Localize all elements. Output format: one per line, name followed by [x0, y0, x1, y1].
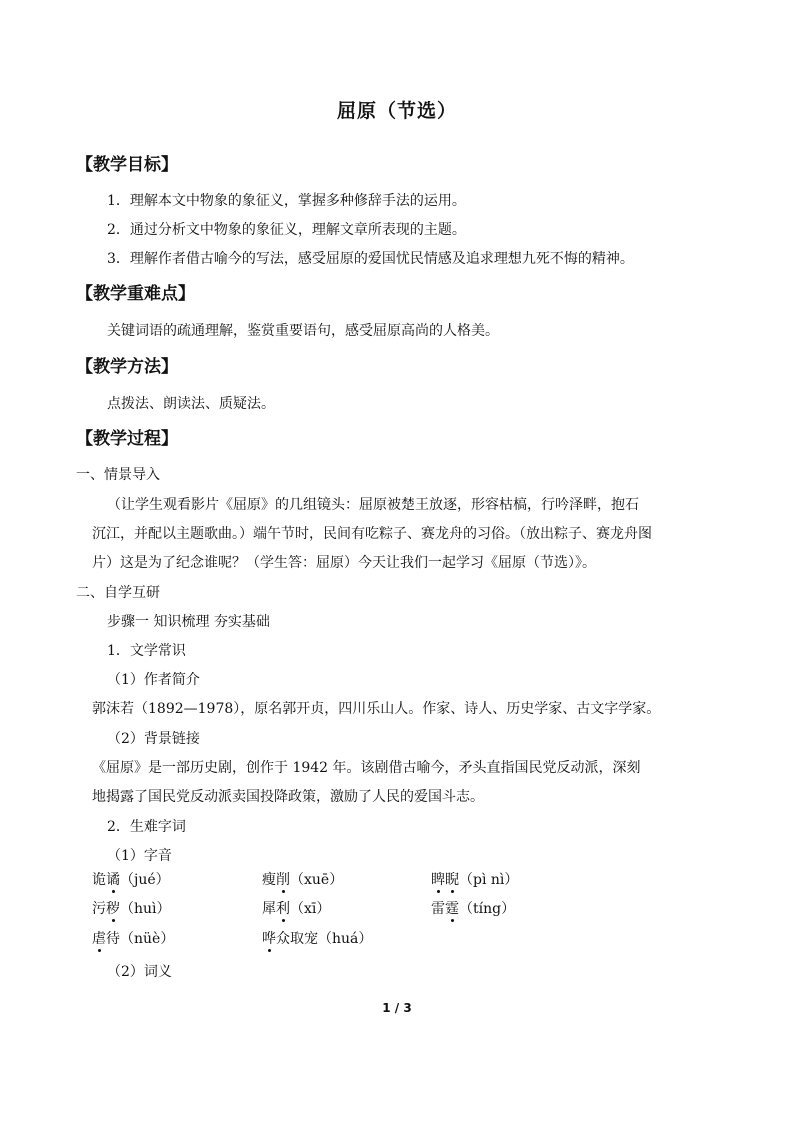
goal-item-1: 1．理解本文中物象的象征义，掌握多种修辞手法的运用。 [107, 193, 466, 209]
word-item: 诡谲（jué） [92, 869, 170, 889]
key-points-text: 关键词语的疏通理解，鉴赏重要语句，感受屈原高尚的人格美。 [107, 323, 499, 339]
author-title: （1）作者简介 [107, 672, 200, 688]
step1-title: 步骤一 知识梳理 夯实基础 [107, 614, 270, 630]
part1-line-2: 沉江，并配以主题歌曲。）端午节时，民间有吃粽子、赛龙舟的习俗。（放出粽子、赛龙舟图 [92, 526, 652, 542]
part2-title: 二、自学互研 [76, 585, 160, 601]
pronunciation-title: （1）字音 [107, 848, 172, 864]
methods-text: 点拨法、朗读法、质疑法。 [107, 396, 275, 412]
page-number: 1 / 3 [382, 1001, 412, 1015]
part1-title: 一、情景导入 [76, 467, 160, 483]
background-line-1: 《屈原》是一部历史剧，创作于 1942 年。该剧借古喻今，矛头直指国民党反动派，深刻 [92, 760, 641, 776]
meaning-title: （2）词义 [107, 964, 172, 980]
word-item: 犀利（xī） [262, 898, 330, 918]
goal-item-3: 3．理解作者借古喻今的写法，感受屈原的爱国忧民情感及追求理想九死不悔的精神。 [107, 251, 634, 267]
heading-methods: 【教学方法】 [76, 357, 178, 377]
part1-line-1: （让学生观看影片《屈原》的几组镜头：屈原被楚王放逐，形容枯槁，行吟泽畔，抱石 [107, 497, 639, 513]
background-title: （2）背景链接 [107, 731, 200, 747]
page-title: 屈原（节选） [336, 100, 457, 122]
author-text: 郭沫若（1892—1978），原名郭开贞，四川乐山人。作家、诗人、历史学家、古文字学家。 [92, 701, 661, 717]
word-item: 睥睨（pì nì） [431, 869, 518, 889]
goal-item-2: 2．通过分析文中物象的象征义，理解文章所表现的主题。 [107, 222, 466, 238]
heading-goals: 【教学目标】 [76, 155, 178, 175]
word-item: 雷霆（tíng） [431, 898, 515, 918]
background-line-2: 地揭露了国民党反动派卖国投降政策，激励了人民的爱国斗志。 [92, 789, 484, 805]
word-item: 污秽（huì） [92, 898, 171, 918]
heading-process: 【教学过程】 [76, 429, 178, 449]
word-item: 瘦削（xuē） [262, 869, 343, 889]
heading-key-points: 【教学重难点】 [76, 284, 195, 304]
word-item: 哗众取宠（huá） [262, 928, 372, 948]
part1-line-3: 片）这是为了纪念谁呢？（学生答：屈原）今天让我们一起学习《屈原（节选）》。 [92, 555, 596, 571]
vocab-title: 2．生难字词 [107, 819, 186, 835]
literature-title: 1．文学常识 [107, 643, 186, 659]
word-item: 虐待（nüè） [92, 928, 174, 948]
